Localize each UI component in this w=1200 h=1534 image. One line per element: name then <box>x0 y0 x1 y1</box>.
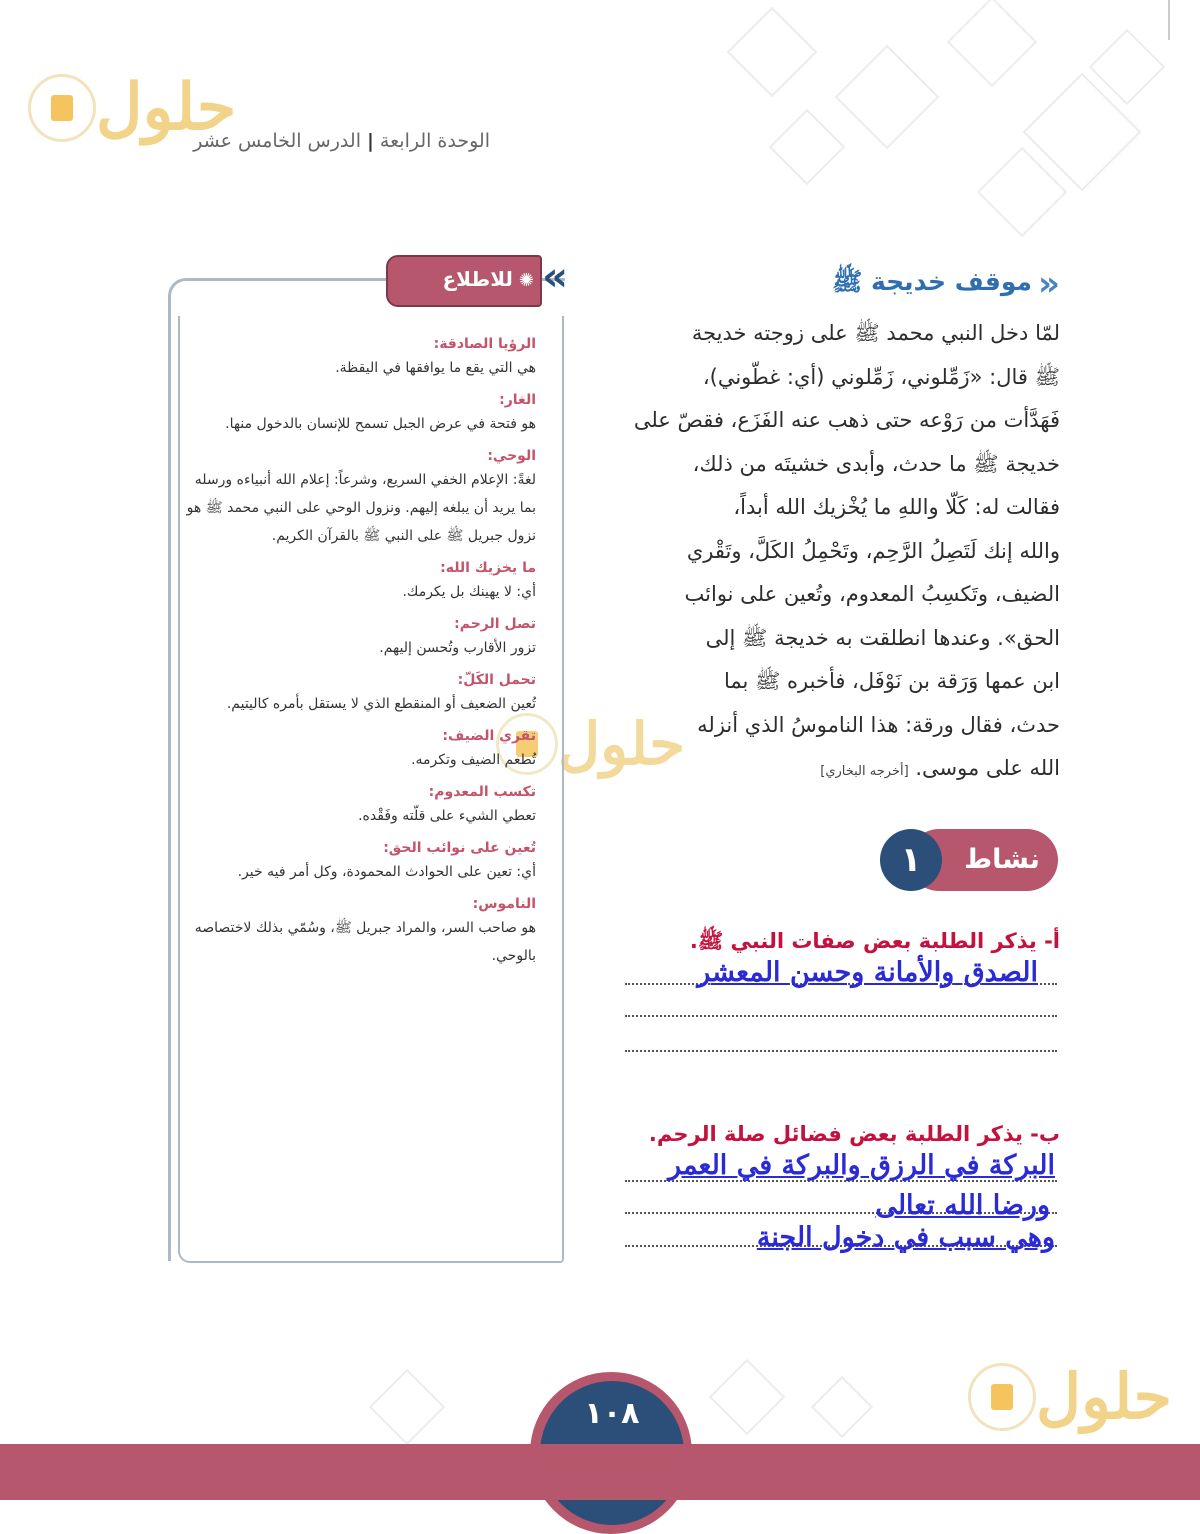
paragraph-line: فقالت له: كَلّا واللهِ ما يُخْزيك الله أبداً، <box>733 495 1060 519</box>
answer-b-line1[interactable]: البركة في الرزق والبركة في العمر <box>668 1150 1055 1181</box>
answer-a[interactable]: الصدق والأمانة وحسن المعشر <box>697 957 1038 988</box>
lesson-label: الدرس الخامس عشر <box>193 130 361 152</box>
unit-label: الوحدة الرابعة <box>379 130 490 152</box>
paragraph-line: فَهَدَّأت من رَوْعه حتى ذهب عنه الفَزَع، فقصّ على <box>633 408 1060 432</box>
paragraph-line: حدث، فقال ورقة: هذا الناموسُ الذي أنزله <box>697 712 1060 737</box>
answer-line-a3[interactable] <box>625 1050 1057 1052</box>
glossary-item: تُعين على نوائب الحق: أي: تعين على الحوادث المحمودة، وكل أمر فيه خير. <box>237 840 536 880</box>
section-title <box>800 262 1060 306</box>
watermark-middle: حلول <box>490 710 685 778</box>
glossary-item: تصل الرحم: تزور الأقارب وتُحسن إليهم. <box>379 616 536 656</box>
header-separator: | <box>366 130 374 152</box>
footer-band <box>0 1444 1200 1500</box>
glossary-list <box>186 326 536 970</box>
glossary-item: تكسب المعدوم: تعطي الشيء على قلّته وفَقْده. <box>358 784 536 824</box>
sidebar-title: ✺للاطلاع <box>442 267 534 291</box>
story-paragraph <box>598 312 1060 794</box>
sidebar-title-bar <box>388 254 568 305</box>
page-number: ١٠٨ <box>584 1396 640 1431</box>
glossary-item: الناموس: هو صاحب السر، والمراد جبريل ﷺ، وسُمّي بذلك لاختصاصه بالوحي. <box>194 896 536 964</box>
glossary-item: الوحي: لغةً: الإعلام الخفي السريع، وشرعاً: إعلام الله أنبياءه ورسله بما يريد أن يبلغه إليهم. ونزول الوحي على النبي محمد ﷺ هو نزول جبريل ﷺ على النبي ﷺ بالقرآن الكريم. <box>186 448 536 544</box>
answer-line-a2[interactable] <box>625 1015 1057 1017</box>
activity-label: نشاط <box>964 844 1040 875</box>
watermark-bottom: حلول <box>962 1360 1172 1433</box>
activity-badge <box>880 829 1058 891</box>
answer-b-line3[interactable]: وهي سبب في دخول الجنة <box>756 1222 1055 1253</box>
double-chevron-icon: « <box>542 254 568 300</box>
unit-lesson-header <box>110 130 490 152</box>
section-title-text: موقف خديجة ﷺ <box>832 266 1033 296</box>
glossary-item: الغار: هو فتحة في عرض الجبل تسمح للإنسان بالدخول منها. <box>225 392 536 432</box>
paragraph-line: ابن عمها وَرَقة بن نَوْفَل، فأخبره ﷺ بما <box>723 669 1060 693</box>
glossary-item: تحمل الكَلّ: تُعين الضعيف أو المنقطع الذي لا يستقل بأمره كاليتيم. <box>226 672 536 712</box>
answer-b-line2[interactable]: ورضا الله تعالى <box>875 1190 1050 1221</box>
watermark-logo-icon <box>28 74 96 142</box>
watermark-logo-icon <box>968 1363 1036 1431</box>
paragraph-line: ﷺ قال: «زَمِّلوني، زَمِّلوني (أي: غطّوني)، <box>702 364 1060 389</box>
watermark-top: حلول <box>22 70 236 145</box>
activity-number: ١ <box>880 829 942 891</box>
paragraph-line-last: الله على موسى. [أخرجه البخاري] <box>820 756 1060 780</box>
glossary-item: تقري الضيف: تُطعم الضيف وتكرمه. <box>411 728 536 768</box>
glossary-item: الرؤيا الصادقة: هي التي يقع ما يوافقها في اليقظة. <box>335 336 536 376</box>
question-a: أ- يذكر الطلبة بعض صفات النبي ﷺ. <box>689 929 1060 953</box>
question-b: ب- يذكر الطلبة بعض فضائل صلة الرحم. <box>648 1122 1060 1146</box>
paragraph-line: الضيف، وتَكسِبُ المعدوم، وتُعين على نوائب <box>684 582 1060 606</box>
glossary-item: ما يخزيك الله: أي: لا يهينك بل يكرمك. <box>402 560 536 600</box>
paragraph-line: الحق». وعندها انطلقت به خديجة ﷺ إلى <box>705 625 1060 650</box>
paragraph-line: لمّا دخل النبي محمد ﷺ على زوجته خديجة <box>691 321 1060 345</box>
hadith-reference: [أخرجه البخاري] <box>820 764 909 779</box>
lightbulb-icon: ✺ <box>518 270 534 291</box>
paragraph-line: والله إنك لَتَصِلُ الرَّحِم، وتَحْمِلُ الكَلَّ، وتَقْري <box>686 538 1060 563</box>
double-chevron-icon: « <box>1038 264 1060 304</box>
paragraph-line: خديجة ﷺ ما حدث، وأبدى خشيتَه من ذلك، <box>692 451 1060 476</box>
top-right-divider <box>1168 0 1170 40</box>
